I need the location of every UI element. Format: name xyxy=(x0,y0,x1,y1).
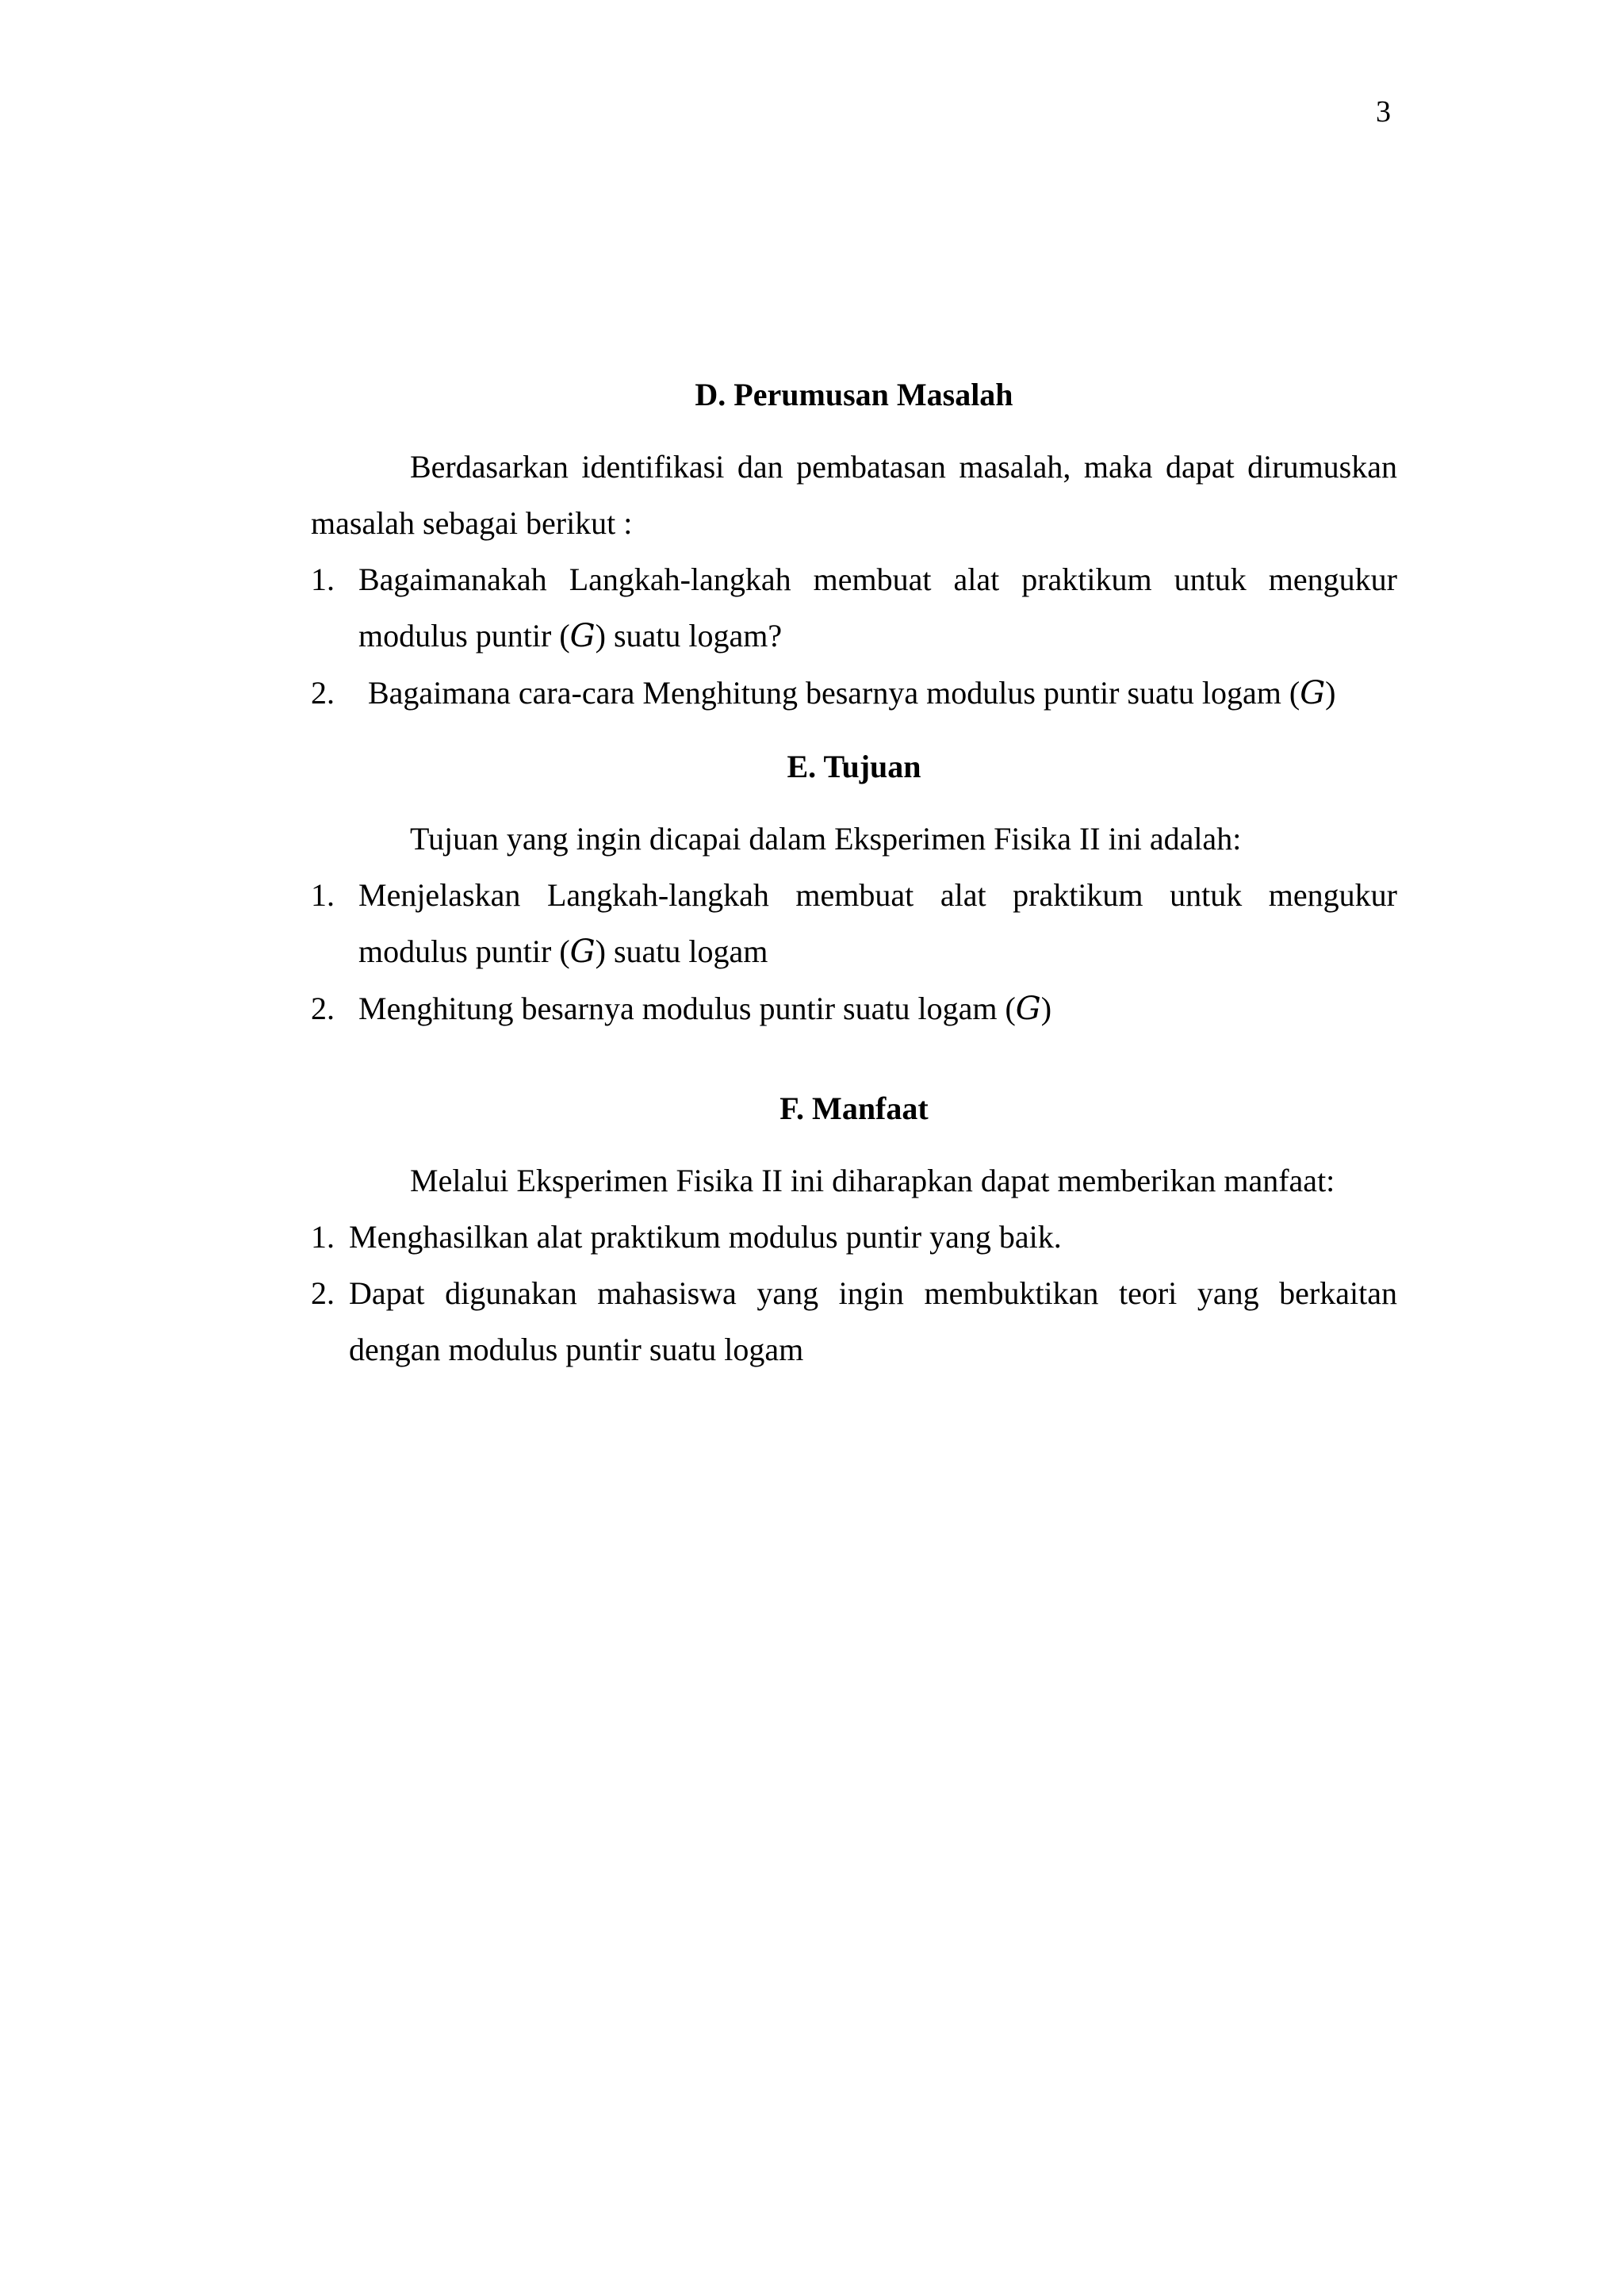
list-number: 2. xyxy=(311,991,335,1026)
section-heading-perumusan-masalah: D. Perumusan Masalah xyxy=(695,377,1013,412)
list-text-part: Bagaimanakah Langkah-langkah membuat alat praktikum untuk mengukur modulus puntir ( xyxy=(358,562,1397,654)
list-text: Menghasilkan alat praktikum modulus puntir yang baik. xyxy=(349,1219,1062,1255)
list-perumusan-masalah xyxy=(311,551,1397,722)
section-intro-tujuan: Tujuan yang ingin dicapai dalam Eksperimen Fisika II ini adalah: xyxy=(410,821,1242,857)
list-text-part: Bagaimana cara-cara Menghitung besarnya modulus puntir suatu logam ( xyxy=(368,675,1300,711)
section-manfaat xyxy=(311,1080,1397,1378)
list-text-part: ) xyxy=(1325,675,1336,711)
list-text xyxy=(358,980,1397,1037)
list-text xyxy=(358,665,1397,722)
list-text-part: ) xyxy=(1040,991,1052,1026)
list-number: 2. xyxy=(311,1275,335,1311)
section-heading-manfaat: F. Manfaat xyxy=(779,1091,929,1126)
list-text-part: Menghitung besarnya modulus puntir suatu logam ( xyxy=(358,991,1016,1026)
list-text-part: Menjelaskan Langkah-langkah membuat alat praktikum untuk mengukur modulus puntir ( xyxy=(358,877,1397,969)
list-text xyxy=(358,551,1397,665)
list-item xyxy=(311,1209,1397,1265)
math-symbol-g: G xyxy=(569,618,596,654)
list-number: 1. xyxy=(311,1219,335,1255)
math-symbol-g: G xyxy=(1015,991,1041,1027)
section-tujuan xyxy=(311,738,1397,1037)
list-text: Dapat digunakan mahasiswa yang ingin membuktikan teori yang berkaitan dengan modulus puntir suatu logam xyxy=(349,1275,1397,1367)
section-intro-manfaat: Melalui Eksperimen Fisika II ini diharapkan dapat memberikan manfaat: xyxy=(410,1163,1335,1198)
list-item xyxy=(311,980,1397,1037)
list-number: 2. xyxy=(311,675,335,711)
page-number: 3 xyxy=(1376,95,1391,128)
list-text-part: ) suatu logam? xyxy=(595,618,783,654)
list-item xyxy=(311,551,1397,665)
list-item xyxy=(311,1265,1397,1378)
section-heading-tujuan: E. Tujuan xyxy=(787,749,921,784)
math-symbol-g: G xyxy=(1300,675,1326,711)
list-number: 1. xyxy=(311,562,335,597)
list-item xyxy=(311,867,1397,980)
document-content xyxy=(311,366,1397,1394)
list-item xyxy=(311,665,1397,722)
list-text-part: ) suatu logam xyxy=(595,933,768,969)
list-number: 1. xyxy=(311,877,335,913)
math-symbol-g: G xyxy=(569,933,596,970)
section-intro-perumusan-masalah: Berdasarkan identifikasi dan pembatasan masalah, maka dapat dirumuskan masalah sebagai berikut : xyxy=(311,449,1397,541)
list-manfaat xyxy=(311,1209,1397,1378)
list-text xyxy=(358,867,1397,980)
section-perumusan-masalah xyxy=(311,366,1397,722)
list-tujuan xyxy=(311,867,1397,1037)
